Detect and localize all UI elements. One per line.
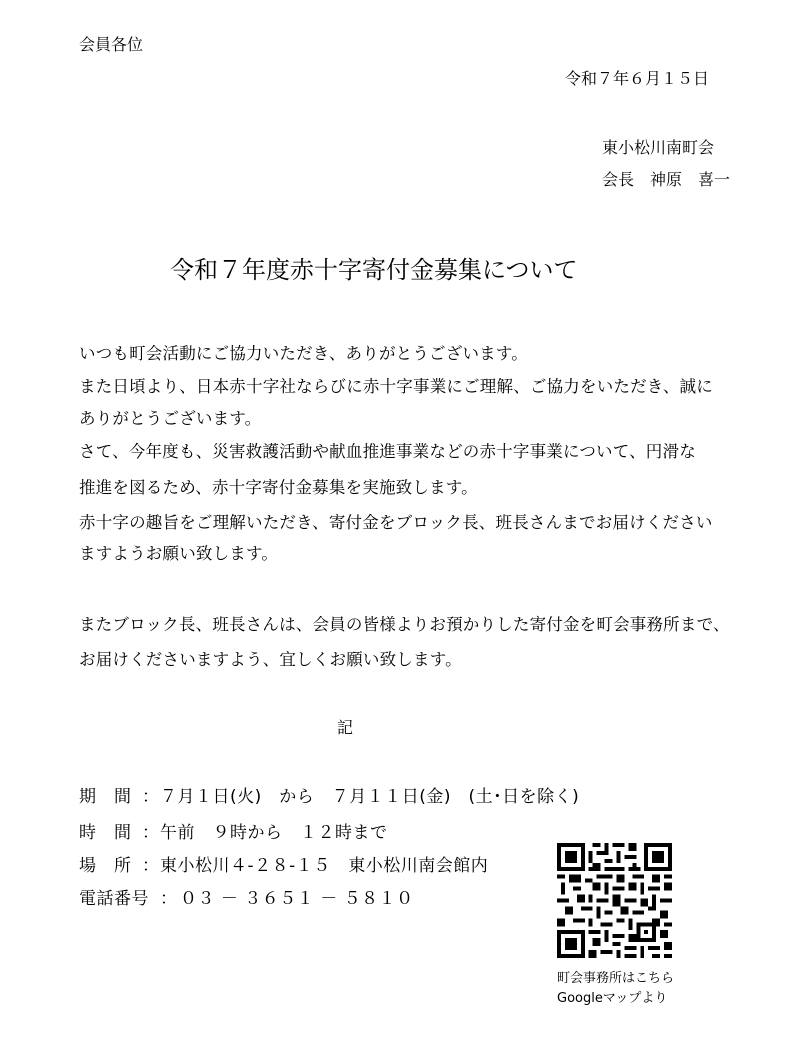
period-value: ７月１日(火) から ７月１１日(金) (土･日を除く) bbox=[160, 787, 580, 807]
body-line: ますようお願い致します。 bbox=[79, 544, 279, 563]
phone-value: ０３ － ３６５１ － ５８１０ bbox=[180, 889, 414, 909]
phone-separator: ： bbox=[160, 889, 178, 909]
qr-caption-line1: 町会事務所はこちら bbox=[557, 971, 675, 986]
addressee: 会員各位 bbox=[79, 35, 144, 54]
ki-heading: 記 bbox=[337, 718, 354, 737]
body-line: さて、今年度も、災害救護活動や献血推進事業などの赤十字事業について、円滑な bbox=[79, 442, 696, 461]
qr-caption-line2: Googleマップより bbox=[557, 991, 668, 1006]
issue-date: 令和７年６月１５日 bbox=[565, 69, 710, 88]
sender-representative: 会長 神原 喜一 bbox=[602, 170, 731, 189]
place-separator: ： bbox=[142, 856, 160, 876]
qr-code[interactable] bbox=[557, 843, 672, 958]
time-separator: ： bbox=[142, 823, 160, 843]
place-value: 東小松川４-２８-１５ 東小松川南会館内 bbox=[160, 856, 489, 876]
sender-organization: 東小松川南町会 bbox=[602, 138, 715, 157]
period-separator: ： bbox=[142, 787, 160, 807]
body-line: お届けくださいますよう、宜しくお願い致します。 bbox=[79, 650, 462, 669]
time-value: 午前 ９時から １２時まで bbox=[160, 823, 388, 843]
body-line: いつも町会活動にご協力いただき、ありがとうございます。 bbox=[79, 344, 528, 363]
period-label: 期 間 bbox=[79, 787, 132, 807]
body-line: 赤十字の趣旨をご理解いただき、寄付金をブロック長、班長さんまでお届けください bbox=[79, 513, 713, 532]
time-label: 時 間 bbox=[79, 823, 132, 843]
place-label: 場 所 bbox=[79, 856, 132, 876]
body-line: また日頃より、日本赤十字社ならびに赤十字事業にご理解、ご協力をいただき、誠に bbox=[79, 377, 713, 396]
phone-label: 電話番号 bbox=[79, 889, 149, 909]
document-title: 令和７年度赤十字寄付金募集について bbox=[170, 256, 578, 284]
body-line: ありがとうございます。 bbox=[79, 409, 262, 428]
body-line: またブロック長、班長さんは、会員の皆様よりお預かりした寄付金を町会事務所まで、 bbox=[79, 615, 730, 634]
body-line: 推進を図るため、赤十字寄付金募集を実施致します。 bbox=[79, 478, 478, 497]
